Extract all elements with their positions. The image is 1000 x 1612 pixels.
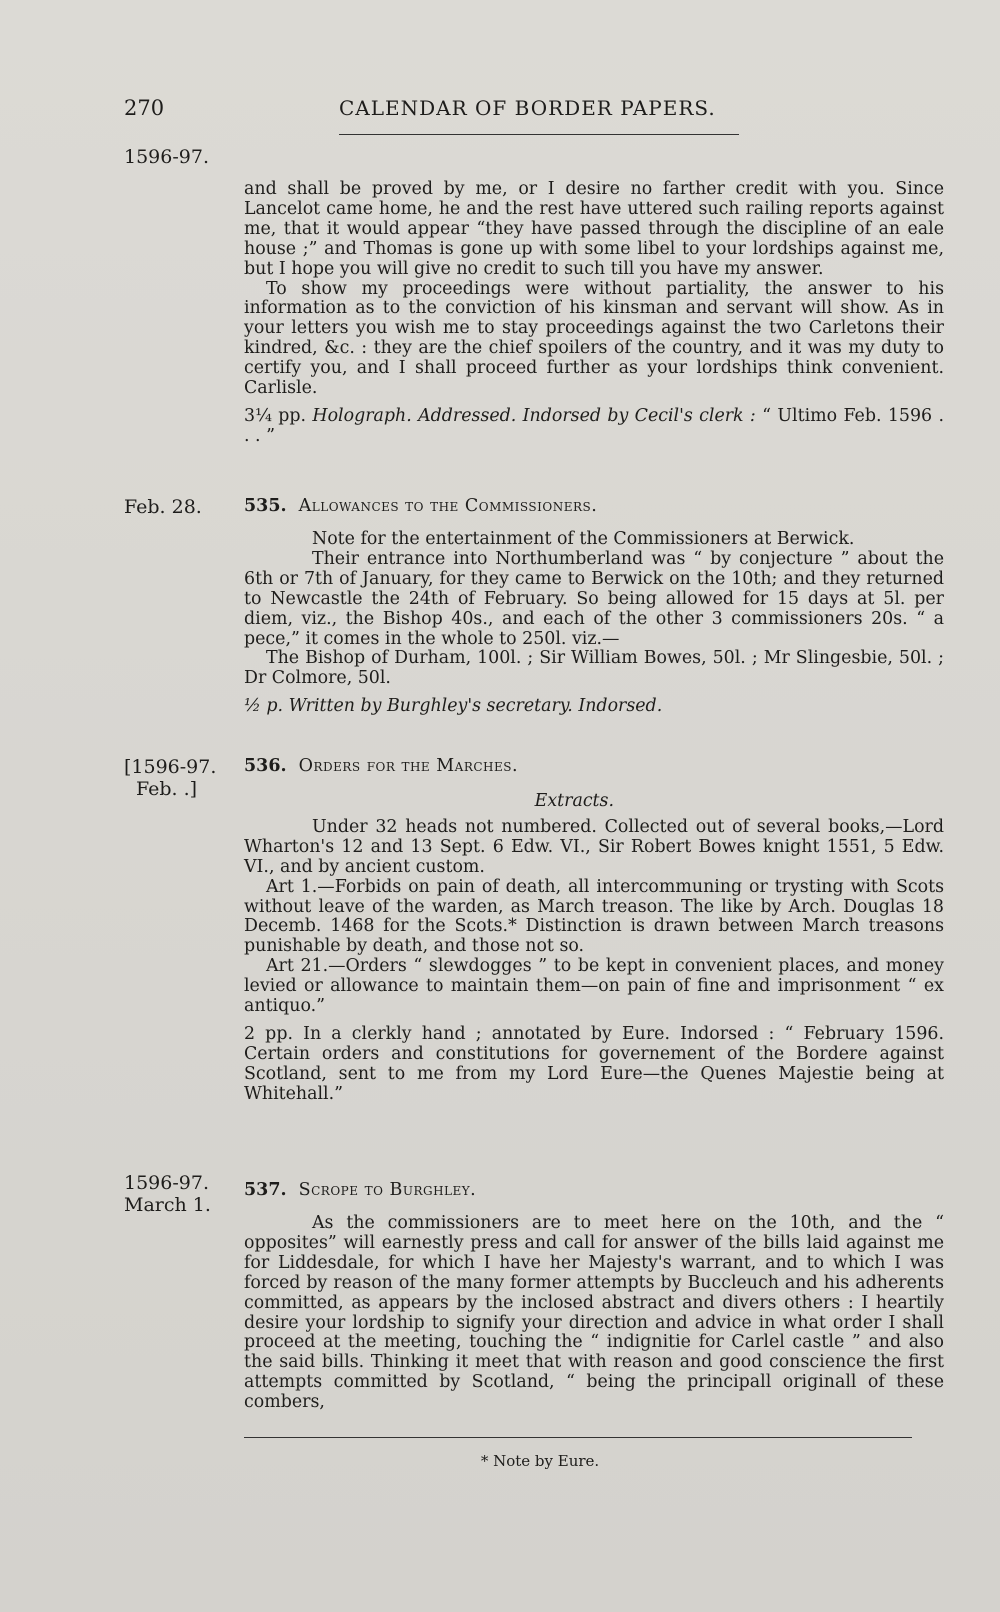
- continuation-text: [244, 180, 944, 447]
- entry-date-line: [1596-97.: [124, 756, 217, 778]
- entry-date: Feb. 28.: [124, 496, 202, 518]
- entry-heading: [244, 496, 597, 516]
- page-number: 270: [124, 96, 165, 120]
- entry-heading: [244, 756, 518, 776]
- entry-date-line: March 1.: [124, 1194, 211, 1216]
- entry-body: [244, 530, 944, 717]
- document-note: ½ p. Written by Burghley's secretary. Indorsed.: [244, 696, 663, 717]
- paragraph: The Bishop of Durham, 100l. ; Sir William Bowes, 50l. ; Mr Slingesbie, 50l. ; Dr Colmore, 50l.: [244, 648, 944, 689]
- entry-date: [124, 756, 216, 800]
- paragraph: Art 21.—Orders “ slewdogges ” to be kept in convenient places, and money levied or allowance to maintain them—on pain of fine and imprisonment “ ex antiquo.”: [244, 956, 944, 1017]
- entry-title: Orders for the Marches.: [298, 756, 519, 776]
- running-title: CALENDAR OF BORDER PAPERS.: [339, 96, 716, 120]
- paragraph: Under 32 heads not numbered. Collected out of several books,—Lord Wharton's 12 and 13 Sept. 6 Edw. VI., Sir Robert Bowes knight 1551, 5 Edw. VI., and by ancient custom.: [244, 816, 944, 877]
- footnote: * Note by Eure.: [480, 1452, 600, 1470]
- entry-body: [244, 792, 944, 1105]
- footnote-rule: [244, 1437, 912, 1438]
- note-text: Holograph. Addressed. Indorsed by Cecil's clerk :: [312, 405, 756, 426]
- paragraph: Their entrance into Northumberland was “ by conjecture ” about the 6th or 7th of January, for they came to Berwick on the 10th; and they returned to Newcastle the 24th of February. So being allowed for 15 days at 5l. per diem, viz., the Bishop 40s., and each of the other 3 commissioners 20s. “ a pece,” it comes in the whole to 250l. viz.—: [244, 548, 944, 649]
- page-header: [124, 96, 744, 136]
- paragraph: As the commissioners are to meet here on the 10th, and the “ opposites” will earnestly press and call for answer of the bills laid against me for Liddesdale, for which I have her Majesty's warrant, and to which I was forced by reason of the many former attempts by Buccleuch and his adherents committed, as appears by the inclosed abstract and divers others : I heartily desire your lordship to signify your direction and advice in what order I shall proceed at the meeting, touching the “ indignitie for Carlel castle ” and also the said bills. Thinking it meet that with reason and good conscience the first attempts committed by Scotland, “ being the principall originall of these combers,: [244, 1213, 944, 1413]
- entry-number: 536.: [244, 756, 287, 776]
- entry-number: 537.: [244, 1180, 287, 1200]
- entry-subheading: Extracts.: [534, 791, 614, 811]
- entry-number: 535.: [244, 496, 287, 516]
- entry-title: Allowances to the Commissioners.: [298, 496, 598, 516]
- entry-date-line: 1596-97.: [124, 1172, 209, 1194]
- paragraph: Art 1.—Forbids on pain of death, all intercommuning or trysting with Scots without leave of the warden, as March treason. The like by Arch. Douglas 18 Decemb. 1468 for the Scots.* Distinction is drawn between March treasons punishable by death, and those not so.: [244, 876, 944, 957]
- entry-title: Scrope to Burghley.: [298, 1180, 477, 1200]
- paragraph: and shall be proved by me, or I desire no farther credit with you. Since Lancelot came home, he and the rest have uttered such railing reports against me, that it would appear “they have passed through the discipline of an eale house ;” and Thomas is gone up with some libel to your lordships against me, but I hope you will give no credit to such till you have my answer.: [244, 179, 944, 279]
- note-quote: “ Ultimo Feb. 1596 . . . ”: [244, 405, 944, 446]
- entry-heading: [244, 1180, 476, 1200]
- paragraph: To show my proceedings were without partiality, the answer to his information as to the conviction of his kinsman and servant will show. As in your letters you wish me to stay proceedings against the two Carletons their kindred, &c. : they are the chief spoilers of the country, and it was my duty to certify you, and I shall proceed further as your lordships think convenient. Carlisle.: [244, 278, 944, 399]
- entry-body: [244, 1214, 944, 1413]
- entry-date: [124, 1172, 211, 1216]
- header-rule: [339, 134, 739, 135]
- document-note: 2 pp. In a clerkly hand ; annotated by Eure. Indorsed : “ February 1596. Certain orders and constitutions for governement of the Bordere against Scotland, sent to me from my Lord Eure—the Quenes Majestie being at Whitehall.”: [244, 1023, 944, 1104]
- paragraph: Note for the entertainment of the Commissioners at Berwick.: [312, 529, 855, 549]
- document-note: [244, 407, 944, 447]
- note-pages: 3¼ pp.: [244, 405, 307, 426]
- continuation-date: 1596-97.: [124, 146, 209, 168]
- entry-date-line: Feb. .]: [136, 778, 198, 800]
